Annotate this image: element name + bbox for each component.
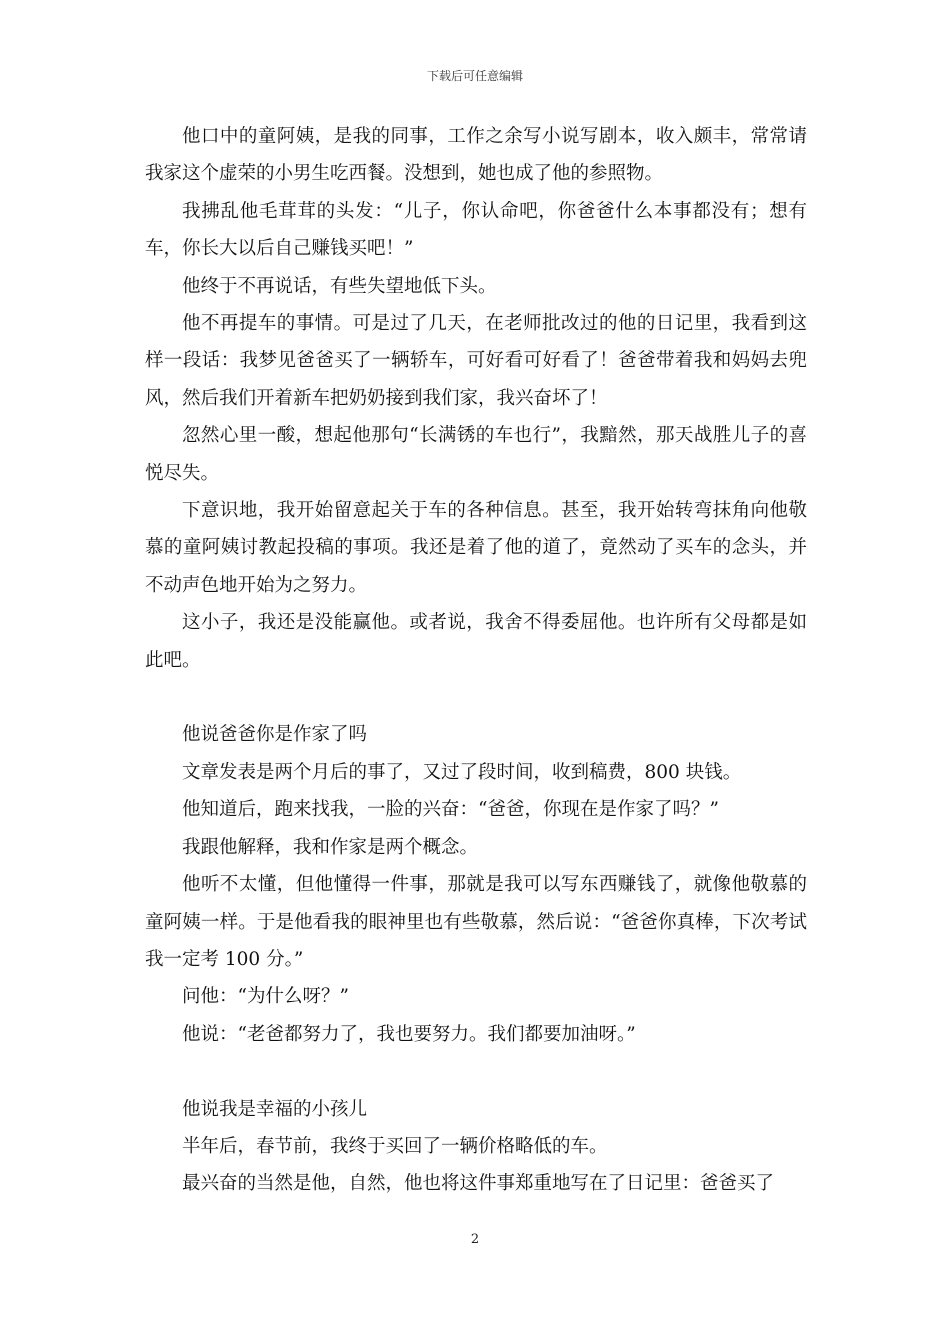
paragraph: 他不再提车的事情。可是过了几天，在老师批改过的他的日记里，我看到这样一段话：我梦见爸爸买了一辆轿车，可好看可好看了！爸爸带着我和妈妈去兜风，然后我们开着新车把奶奶接到我们家，我兴奋坏了！ <box>145 313 807 409</box>
section-heading: 他说爸爸你是作家了吗 <box>182 724 368 746</box>
paragraph: 问他：“为什么呀？” <box>182 986 349 1008</box>
paragraph: 他说：“老爸都努力了，我也要努力。我们都要加油呀。” <box>182 1023 636 1045</box>
paragraph: 他知道后，跑来找我，一脸的兴奋：“爸爸，你现在是作家了吗？” <box>182 799 719 821</box>
page-number: 2 <box>470 1232 480 1247</box>
section-heading: 他说我是幸福的小孩儿 <box>182 1098 368 1120</box>
paragraph: 我跟他解释，我和作家是两个概念。 <box>182 836 479 858</box>
paragraph: 他口中的童阿姨，是我的同事，工作之余写小说写剧本，收入颇丰，常常请我家这个虚荣的小男生吃西餐。没想到，她也成了他的参照物。 <box>145 126 807 185</box>
paragraph: 下意识地，我开始留意起关于车的各种信息。甚至，我开始转弯抹角向他敬慕的童阿姨讨教起投稿的事项。我还是着了他的道了，竟然动了买车的念头，并不动声色地开始为之努力。 <box>145 500 807 596</box>
paragraph: 半年后，春节前，我终于买回了一辆价格略低的车。 <box>182 1135 608 1157</box>
paragraph: 他终于不再说话，有些失望地低下头。 <box>182 275 497 297</box>
paragraph: 忽然心里一酸，想起他那句“长满锈的车也行”，我黯然，那天战胜儿子的喜悦尽失。 <box>145 425 807 484</box>
page-header: 下载后可任意编辑 <box>426 69 523 83</box>
paragraph: 我拂乱他毛茸茸的头发：“儿子，你认命吧，你爸爸什么本事都没有；想有车，你长大以后自己赚钱买吧！” <box>145 200 807 260</box>
document-body <box>145 118 807 1203</box>
section-gap <box>145 679 807 716</box>
paragraph: 最兴奋的当然是他，自然，他也将这件事郑重地写在了日记里：爸爸买了 <box>182 1173 775 1195</box>
section-gap <box>145 1053 807 1090</box>
paragraph: 这小子，我还是没能赢他。或者说，我舍不得委屈他。也许所有父母都是如此吧。 <box>145 612 807 671</box>
paragraph: 文章发表是两个月后的事了，又过了段时间，收到稿费，800 块钱。 <box>182 761 742 783</box>
paragraph: 他听不太懂，但他懂得一件事，那就是我可以写东西赚钱了，就像他敬慕的童阿姨一样。于是他看我的眼神里也有些敬慕，然后说：“爸爸你真棒，下次考试我一定考 100 分。” <box>145 874 807 970</box>
